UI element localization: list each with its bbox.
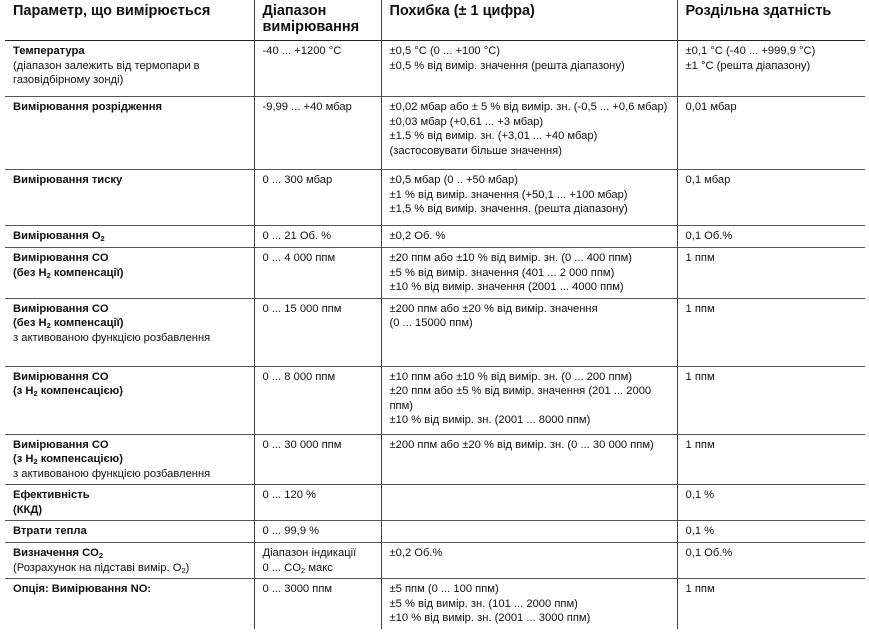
parameter-cell — [5, 248, 254, 299]
accuracy-value: ±1,5 % від вимір. значення. (решта діапазону) — [389, 203, 628, 215]
range-value: Діапазон індикації — [262, 547, 357, 559]
parameter-note: (Розрахунок на підставі вимір. $O_2$) — [13, 561, 190, 575]
resolution-value: 0,1 Об.% — [685, 547, 733, 559]
accuracy-value: ±10 ппм або ±10 % від вимір. зн. (0 ... 200 ппм) — [389, 370, 633, 383]
table-row — [5, 521, 865, 543]
accuracy-value: ±20 ппм або ±5 % від вимір. значення (201 ... 2000 ппм) — [389, 385, 652, 412]
parameter-name: Вимірювання CO — [13, 438, 109, 451]
accuracy-value: ±5 ппм (0 ... 100 ппм) — [389, 583, 499, 595]
range-value: -40 ... +1200 °C — [262, 45, 342, 57]
parameter-cell — [5, 226, 254, 248]
range-value: 0 ... 3000 ппм — [262, 583, 333, 595]
accuracy-value: ±0,2 Об.% — [389, 547, 443, 559]
resolution-value: ±1 °C (решта діапазону) — [685, 59, 811, 72]
parameter-name: Втрати тепла — [13, 525, 87, 537]
parameter-cell — [5, 366, 254, 434]
accuracy-cell — [381, 97, 677, 170]
accuracy-value: ±0,5 °C (0 ... +100 °C) — [389, 45, 501, 57]
parameter-name: Вимірювання $O_2$ — [13, 230, 105, 243]
parameter-name: (без $H_2$ компенсації) — [13, 266, 124, 280]
range-value: 0 ... 300 мбар — [262, 174, 333, 186]
resolution-value: 0,1 Об.% — [685, 230, 733, 242]
resolution-cell — [677, 226, 865, 248]
table-row — [5, 366, 865, 434]
parameter-cell — [5, 579, 254, 629]
table-row — [5, 298, 865, 366]
range-cell — [254, 579, 381, 629]
accuracy-cell — [381, 485, 677, 521]
resolution-value: 1 ппм — [685, 252, 715, 264]
accuracy-cell — [381, 543, 677, 579]
range-value: 0 ... 15 000 ппм — [262, 302, 342, 315]
table-row — [5, 485, 865, 521]
accuracy-cell — [381, 226, 677, 248]
range-value: 0 ... 8 000 ппм — [262, 370, 336, 383]
parameter-cell — [5, 485, 254, 521]
parameter-name: (без $H_2$ компенсації) — [13, 317, 124, 330]
range-cell — [254, 41, 381, 97]
resolution-cell — [677, 579, 865, 629]
table-row — [5, 543, 865, 579]
accuracy-value: ±200 ппм або ±20 % від вимір. зн. (0 ... 30 000 ппм) — [389, 438, 654, 451]
accuracy-cell — [381, 41, 677, 97]
accuracy-cell — [381, 298, 677, 366]
accuracy-value: ±0,02 мбар або ± 5 % від вимір. зн. (-0,5 ... +0,6 мбар) — [389, 101, 668, 113]
resolution-cell — [677, 543, 865, 579]
parameter-cell — [5, 41, 254, 97]
resolution-cell — [677, 41, 865, 97]
resolution-value: 0,1 % — [685, 489, 715, 501]
resolution-value: 0,1 мбар — [685, 174, 731, 186]
range-cell — [254, 248, 381, 299]
header-range: Діапазон вимірювання — [254, 0, 381, 41]
range-cell — [254, 298, 381, 366]
parameter-cell — [5, 170, 254, 226]
range-value: 0 ... $CO_2$ макс — [262, 561, 333, 575]
resolution-value: ±0,1 °C (-40 ... +999,9 °C) — [685, 45, 816, 57]
parameter-name: Температура — [13, 45, 85, 57]
specifications-table — [5, 0, 865, 629]
accuracy-value: ±5 % від вимір. значення (401 ... 2 000 ппм) — [389, 266, 615, 279]
range-value: 0 ... 120 % — [262, 489, 316, 501]
resolution-cell — [677, 298, 865, 366]
range-cell — [254, 366, 381, 434]
accuracy-value: ±20 ппм або ±10 % від вимір. зн. (0 ... 400 ппм) — [389, 252, 633, 264]
range-value: 0 ... 4 000 ппм — [262, 252, 336, 264]
accuracy-cell — [381, 366, 677, 434]
accuracy-cell — [381, 170, 677, 226]
parameter-cell — [5, 434, 254, 485]
table-header — [5, 0, 865, 41]
accuracy-value: ±0,5 мбар (0 .. +50 мбар) — [389, 174, 518, 186]
range-cell — [254, 226, 381, 248]
parameter-cell — [5, 543, 254, 579]
range-cell — [254, 543, 381, 579]
resolution-value: 0,01 мбар — [685, 101, 737, 113]
header-row — [5, 0, 865, 41]
resolution-value: 1 ппм — [685, 370, 715, 383]
accuracy-value: ±0,5 % від вимір. значення (решта діапазону) — [389, 59, 625, 72]
resolution-value: 1 ппм — [685, 583, 715, 595]
accuracy-value: (застосовувати більше значення) — [389, 144, 562, 157]
table-row — [5, 579, 865, 629]
parameter-name: Вимірювання тиску — [13, 174, 123, 186]
range-cell — [254, 97, 381, 170]
accuracy-cell — [381, 579, 677, 629]
range-value: 0 ... 30 000 ппм — [262, 438, 342, 451]
parameter-name: Визначення $CO_2$ — [13, 547, 104, 560]
resolution-cell — [677, 434, 865, 485]
parameter-name: Вимірювання CO — [13, 252, 109, 264]
resolution-cell — [677, 366, 865, 434]
accuracy-value: ±0,2 Об. % — [389, 230, 446, 242]
parameter-cell — [5, 298, 254, 366]
range-cell — [254, 521, 381, 543]
range-cell — [254, 485, 381, 521]
accuracy-value: ±10 % від вимір. зн. (2001 ... 3000 ппм) — [389, 612, 591, 624]
parameter-name: Опція: Вимірювання NO: — [13, 583, 152, 595]
parameter-name: Вимірювання CO — [13, 370, 109, 383]
range-value: 0 ... 21 Об. % — [262, 230, 332, 242]
accuracy-value: ±10 % від вимір. зн. (2001 ... 8000 ппм) — [389, 414, 591, 426]
table-body — [5, 41, 865, 629]
table-row — [5, 434, 865, 485]
resolution-cell — [677, 248, 865, 299]
table-row — [5, 41, 865, 97]
parameter-name: Вимірювання розрідження — [13, 101, 163, 113]
parameter-name: (з $H_2$ компенсацією) — [13, 453, 123, 466]
parameter-note: (діапазон залежить від термопари в газовідбірному зонді) — [13, 59, 200, 86]
resolution-value: 1 ппм — [685, 438, 715, 451]
accuracy-cell — [381, 248, 677, 299]
parameter-cell — [5, 97, 254, 170]
parameter-note: з активованою функцією розбавлення — [13, 331, 211, 344]
parameter-cell — [5, 521, 254, 543]
accuracy-cell — [381, 434, 677, 485]
resolution-value: 1 ппм — [685, 302, 715, 315]
accuracy-value: ±200 ппм або ±20 % від вимір. значення — [389, 302, 598, 315]
accuracy-value: (0 ... 15000 ппм) — [389, 317, 473, 329]
accuracy-value: ±10 % від вимір. значення (2001 ... 4000 ппм) — [389, 281, 624, 293]
resolution-cell — [677, 521, 865, 543]
range-value: -9,99 ... +40 мбар — [262, 101, 352, 113]
header-parameter: Параметр, що вимірюється — [13, 3, 211, 19]
resolution-value: 0,1 % — [685, 525, 715, 537]
parameter-name: Ефективність — [13, 489, 90, 501]
header-resolution: Роздільна здатність — [677, 0, 865, 41]
parameter-name: (ККД) — [13, 503, 43, 516]
range-cell — [254, 170, 381, 226]
accuracy-value: ±5 % від вимір. зн. (101 ... 2000 ппм) — [389, 597, 578, 610]
header-accuracy: Похибка (± 1 цифра) — [381, 0, 677, 41]
table-row — [5, 97, 865, 170]
resolution-cell — [677, 97, 865, 170]
parameter-name: Вимірювання CO — [13, 302, 109, 315]
table-row — [5, 248, 865, 299]
accuracy-value: ±1 % від вимір. значення (+50,1 ... +100 мбар) — [389, 188, 628, 201]
parameter-name: (з $H_2$ компенсацією) — [13, 385, 123, 398]
resolution-cell — [677, 170, 865, 226]
accuracy-value: ±0,03 мбар (+0,61 ... +3 мбар) — [389, 115, 544, 128]
table-row — [5, 170, 865, 226]
resolution-cell — [677, 485, 865, 521]
table-row — [5, 226, 865, 248]
range-cell — [254, 434, 381, 485]
range-value: 0 ... 99,9 % — [262, 525, 320, 537]
accuracy-cell — [381, 521, 677, 543]
accuracy-value: ±1.5 % від вимір. зн. (+3,01 ... +40 мбар) — [389, 130, 598, 142]
parameter-note: з активованою функцією розбавлення — [13, 467, 211, 480]
